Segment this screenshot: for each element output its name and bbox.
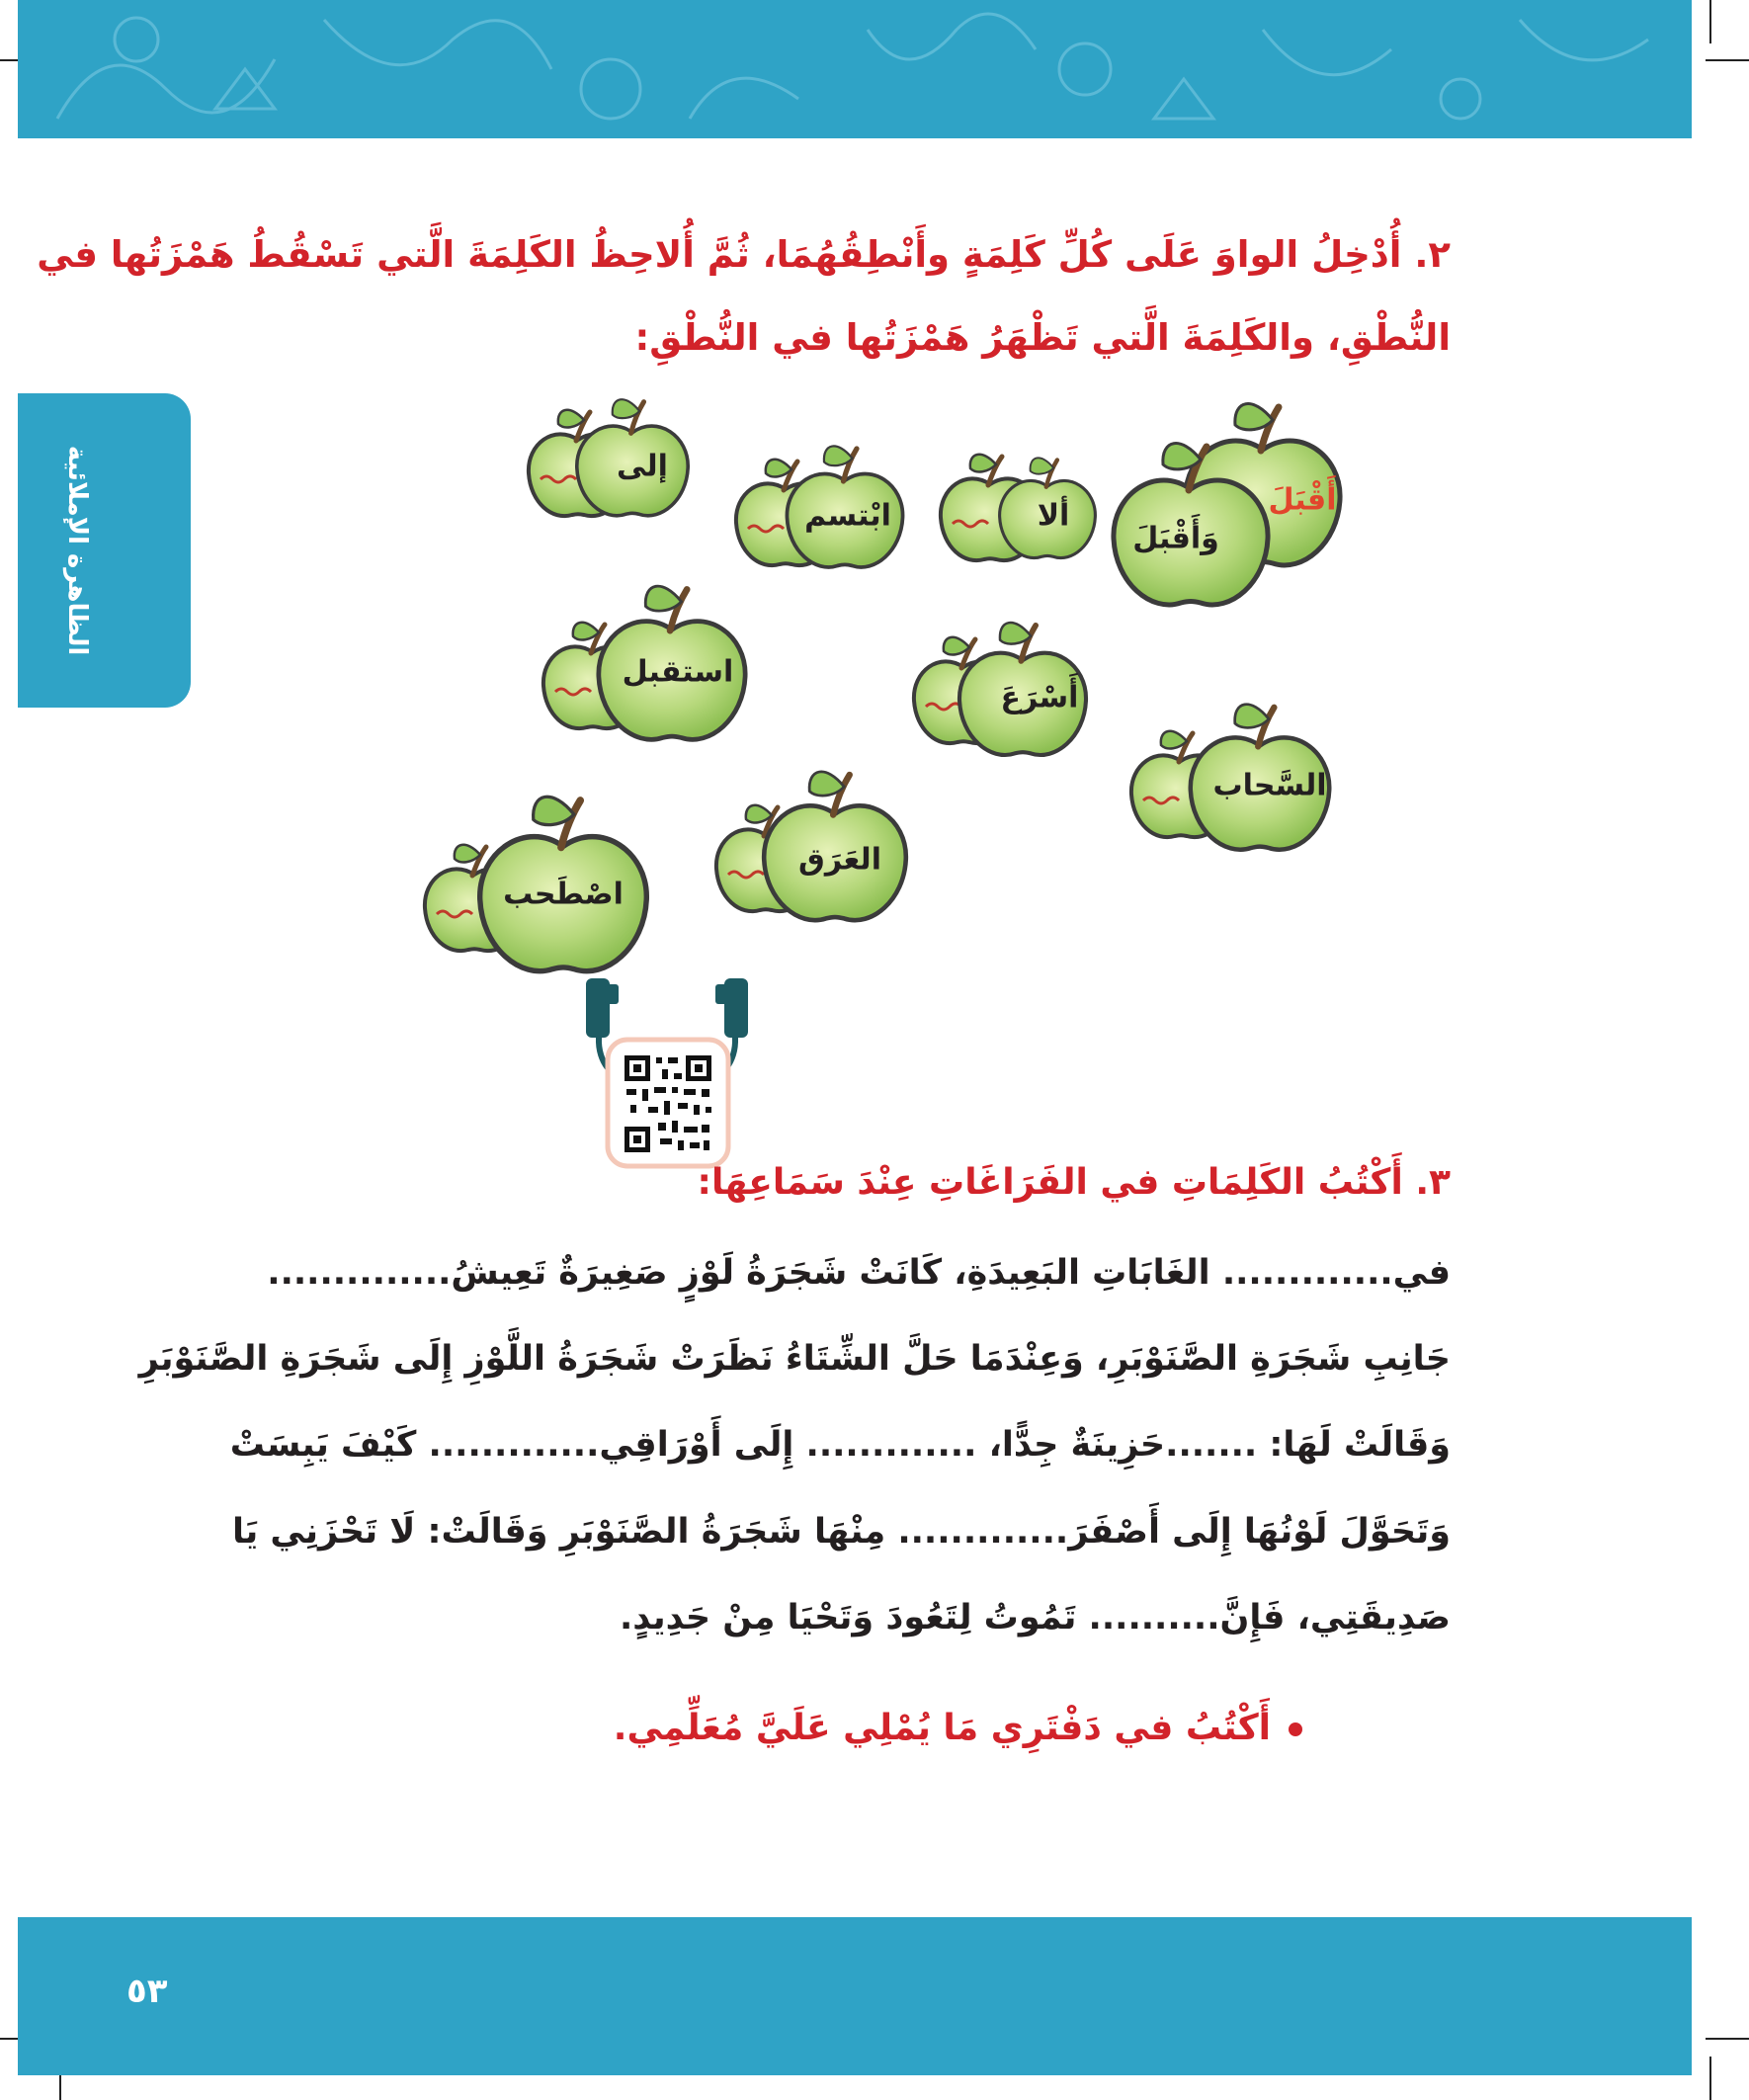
audio-qr-code[interactable] <box>583 978 751 1186</box>
apple-word-istahab: اصْطَحب <box>503 877 624 912</box>
chapter-side-tab-label: الظاهرة الإملائية <box>62 445 92 656</box>
apple-word-alaraq: العَرَق <box>798 842 881 878</box>
crop-mark <box>1709 2057 1711 2100</box>
notebook-instruction-text: أَكْتُبُ في دَفْتَرِي مَا يُمْلِي عَلَيَّ مُعَلِّمِي. <box>613 1708 1271 1748</box>
dictation-line-3: وَقَالَتْ لَهَا: .......حَزِينَةٌ جِدًّا، ............. إِلَى أَوْرَاقِي............. كَيْفَ يَبِسَتْ <box>229 1425 1451 1465</box>
notebook-instruction <box>614 1708 1302 1748</box>
apples-illustration <box>0 0 1749 988</box>
footer-band <box>18 1917 1692 2075</box>
dictation-line-5: صَدِيقَتِي، فَإِنَّ.......... تَمُوتُ لِتَعُودَ وَتَحْيَا مِنْ جَدِيدٍ. <box>620 1598 1451 1638</box>
page-number: ٥٣ <box>126 1972 168 2011</box>
crop-mark <box>1706 2038 1749 2040</box>
apple-word-alsahab: السَّحاب <box>1212 768 1327 803</box>
apple-word-ibtasam: ابْتسم <box>804 498 891 534</box>
bullet-icon <box>1289 1722 1302 1736</box>
dictation-line-1: في............. الغَابَاتِ البَعِيدَةِ، كَانَتْ شَجَرَةُ لَوْزٍ صَغِيرَةٌ تَعِيشُ.............. <box>267 1253 1451 1293</box>
apple-word-asraa: أَسْرَعَ <box>1000 680 1079 715</box>
apple-word-ila: إلى <box>617 449 668 484</box>
apple-word-waaqbala: وَأَقْبَلَ <box>1132 521 1219 556</box>
exercise-2-instruction-line-1: ٢. أُدْخِلُ الواوَ عَلَى كُلِّ كَلِمَةٍ وأَنْطِقُهُمَا، ثُمَّ أُلاحِظُ الكَلِمَةَ الَّتي تَسْقُطُ هَمْزَتُها في <box>37 233 1451 276</box>
apple-word-istaqbal: استقبل <box>622 654 734 690</box>
exercise-2-instruction-line-2: النُّطْقِ، والكَلِمَةَ الَّتي تَظْهَرُ هَمْزَتُها في النُّطْقِ: <box>634 316 1451 359</box>
dictation-line-4: وَتَحَوَّلَ لَوْنُهَا إِلَى أَصْفَرَ............. مِنْهَا شَجَرَةُ الصَّنَوْبَرِ وَقَالَتْ: لَا تَحْزَنِي يَا <box>231 1512 1451 1552</box>
headphones-qr-icon <box>583 978 751 1186</box>
apple-word-ala: ألا <box>1037 498 1070 534</box>
apple-word-aqbala: أَقْبَلَ <box>1268 482 1337 518</box>
dictation-line-2: جَانِبِ شَجَرَةِ الصَّنَوْبَرِ، وَعِنْدَمَا حَلَّ الشِّتَاءُ نَظَرَتْ شَجَرَةُ اللَّوْزِ إِلَى شَجَرَةِ الصَّنَوْبَرِ <box>138 1339 1451 1379</box>
exercise-3-instruction: ٣. أَكْتُبُ الكَلِمَاتِ في الفَرَاغَاتِ عِنْدَ سَمَاعِهَا: <box>697 1162 1451 1203</box>
